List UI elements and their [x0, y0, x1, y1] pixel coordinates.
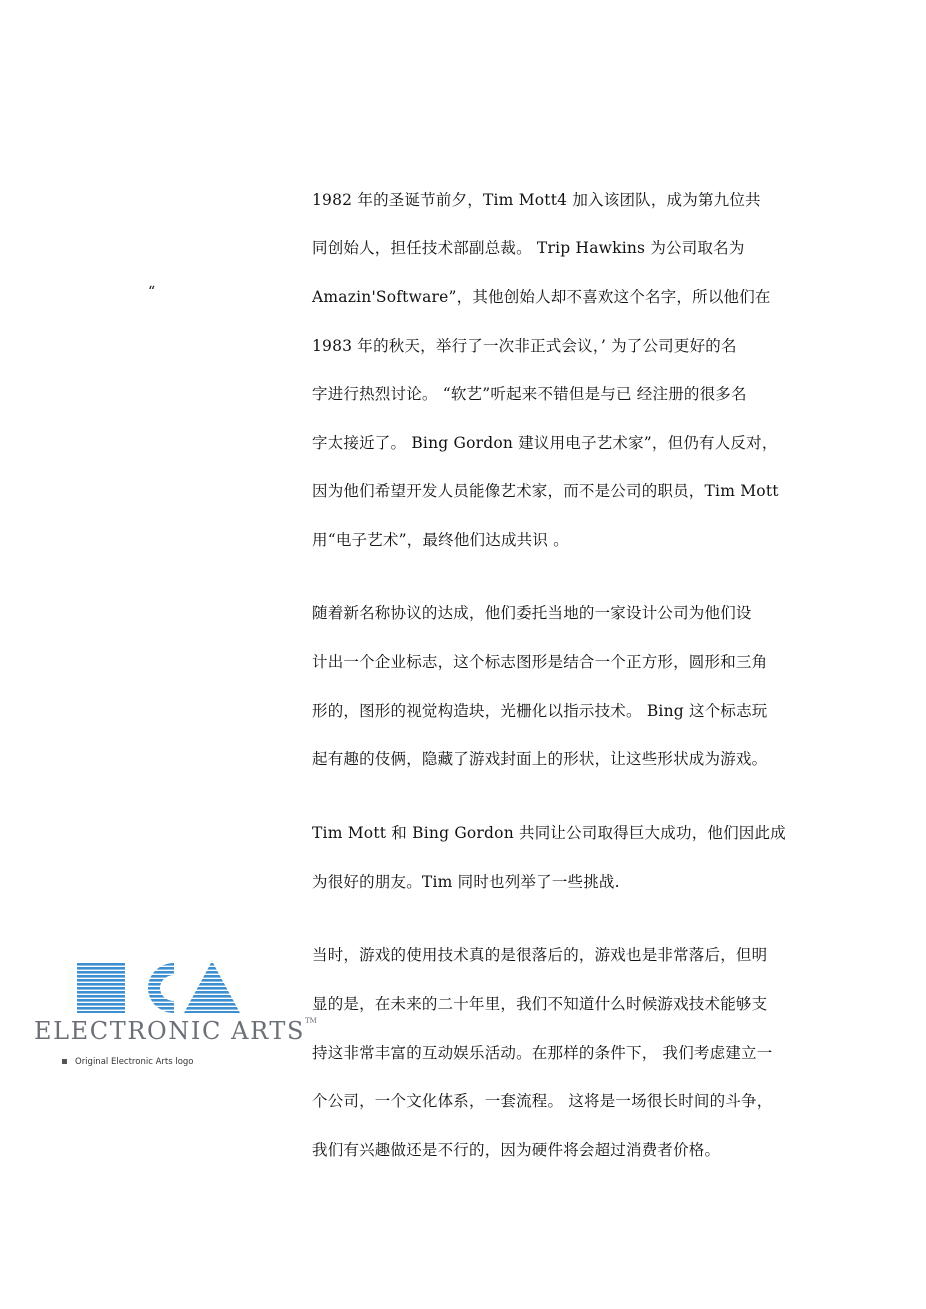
logo-caption-text: Original Electronic Arts logo [75, 1057, 194, 1067]
logo-wordmark [34, 1017, 317, 1045]
ea-striped-emblem [34, 955, 274, 1015]
logo-triangle-shape [184, 961, 240, 1013]
paragraph-1-line-8: 用“电子艺术”，最终他们达成共识 。 [312, 531, 569, 549]
paragraph-4-line-2: 显的是，在未来的二十年里，我们不知道什么时候游戏技术能够支 [312, 995, 768, 1013]
paragraph-3-line-2: 为很好的朋友。Tim 同时也列举了一些挑战. [312, 873, 620, 891]
paragraph-1-line-1: 1982 年的圣诞节前夕，Tim Mott4 加入该团队，成为第九位共 [312, 191, 761, 209]
paragraph-2-line-1: 随着新名称协议的达成，他们委托当地的一家设计公司为他们设 [312, 604, 752, 622]
caption-bullet-icon [62, 1059, 67, 1064]
paragraph-1-line-5: 字进行热烈讨论。 “软艺”听起来不错但是与已 经注册的很多名 [312, 385, 747, 403]
paragraph-2-line-3: 形的，图形的视觉构造块，光栅化以指示技术。 Bing 这个标志玩 [312, 702, 768, 720]
paragraph-4-line-3: 持这非常丰富的互动娱乐活动。在那样的条件下， 我们考虑建立一 [312, 1044, 773, 1062]
electronic-arts-logo [34, 955, 317, 1075]
paragraph-1-line-2: 同创始人，担任技术部副总裁。 Trip Hawkins 为公司取名为 [312, 239, 745, 257]
logo-circle-shape [148, 963, 174, 1013]
paragraph-3-line-1: Tim Mott 和 Bing Gordon 共同让公司取得巨大成功，他们因此成 [312, 824, 786, 842]
logo-wordmark-text: ELECTRONIC ARTS [34, 1017, 305, 1045]
paragraph-4-line-4: 个公司，一个文化体系，一套流程。 这将是一场很长时间的斗争， [312, 1092, 773, 1110]
paragraph-2-line-2: 计出一个企业标志，这个标志图形是结合一个正方形，圆形和三角 [312, 653, 768, 671]
paragraph-1-line-7: 因为他们希望开发人员能像艺术家，而不是公司的职员，Tim Mott [312, 482, 779, 500]
logo-trademark: TM [305, 1017, 317, 1025]
paragraph-4-line-1: 当时，游戏的使用技术真的是很落后的，游戏也是非常落后，但明 [312, 946, 768, 964]
paragraph-2-line-4: 起有趣的伎俩，隐藏了游戏封面上的形状，让这些形状成为游戏。 [312, 750, 768, 768]
paragraph-4-line-5: 我们有兴趣做还是不行的，因为硬件将会超过消费者价格。 [312, 1141, 721, 1159]
paragraph-1-line-3: Amazin'Software”，其他创始人却不喜欢这个名字，所以他们在 [312, 288, 771, 306]
paragraph-1-line-4: 1983 年的秋天，举行了一次非正式会议，’ 为了公司更好的名 [312, 337, 737, 355]
margin-quote-mark: “ [148, 284, 156, 300]
paragraph-1-line-6: 字太接近了。 Bing Gordon 建议用电子艺术家”，但仍有人反对， [312, 434, 778, 452]
logo-square-shape [77, 963, 125, 1013]
logo-caption [62, 1057, 194, 1067]
